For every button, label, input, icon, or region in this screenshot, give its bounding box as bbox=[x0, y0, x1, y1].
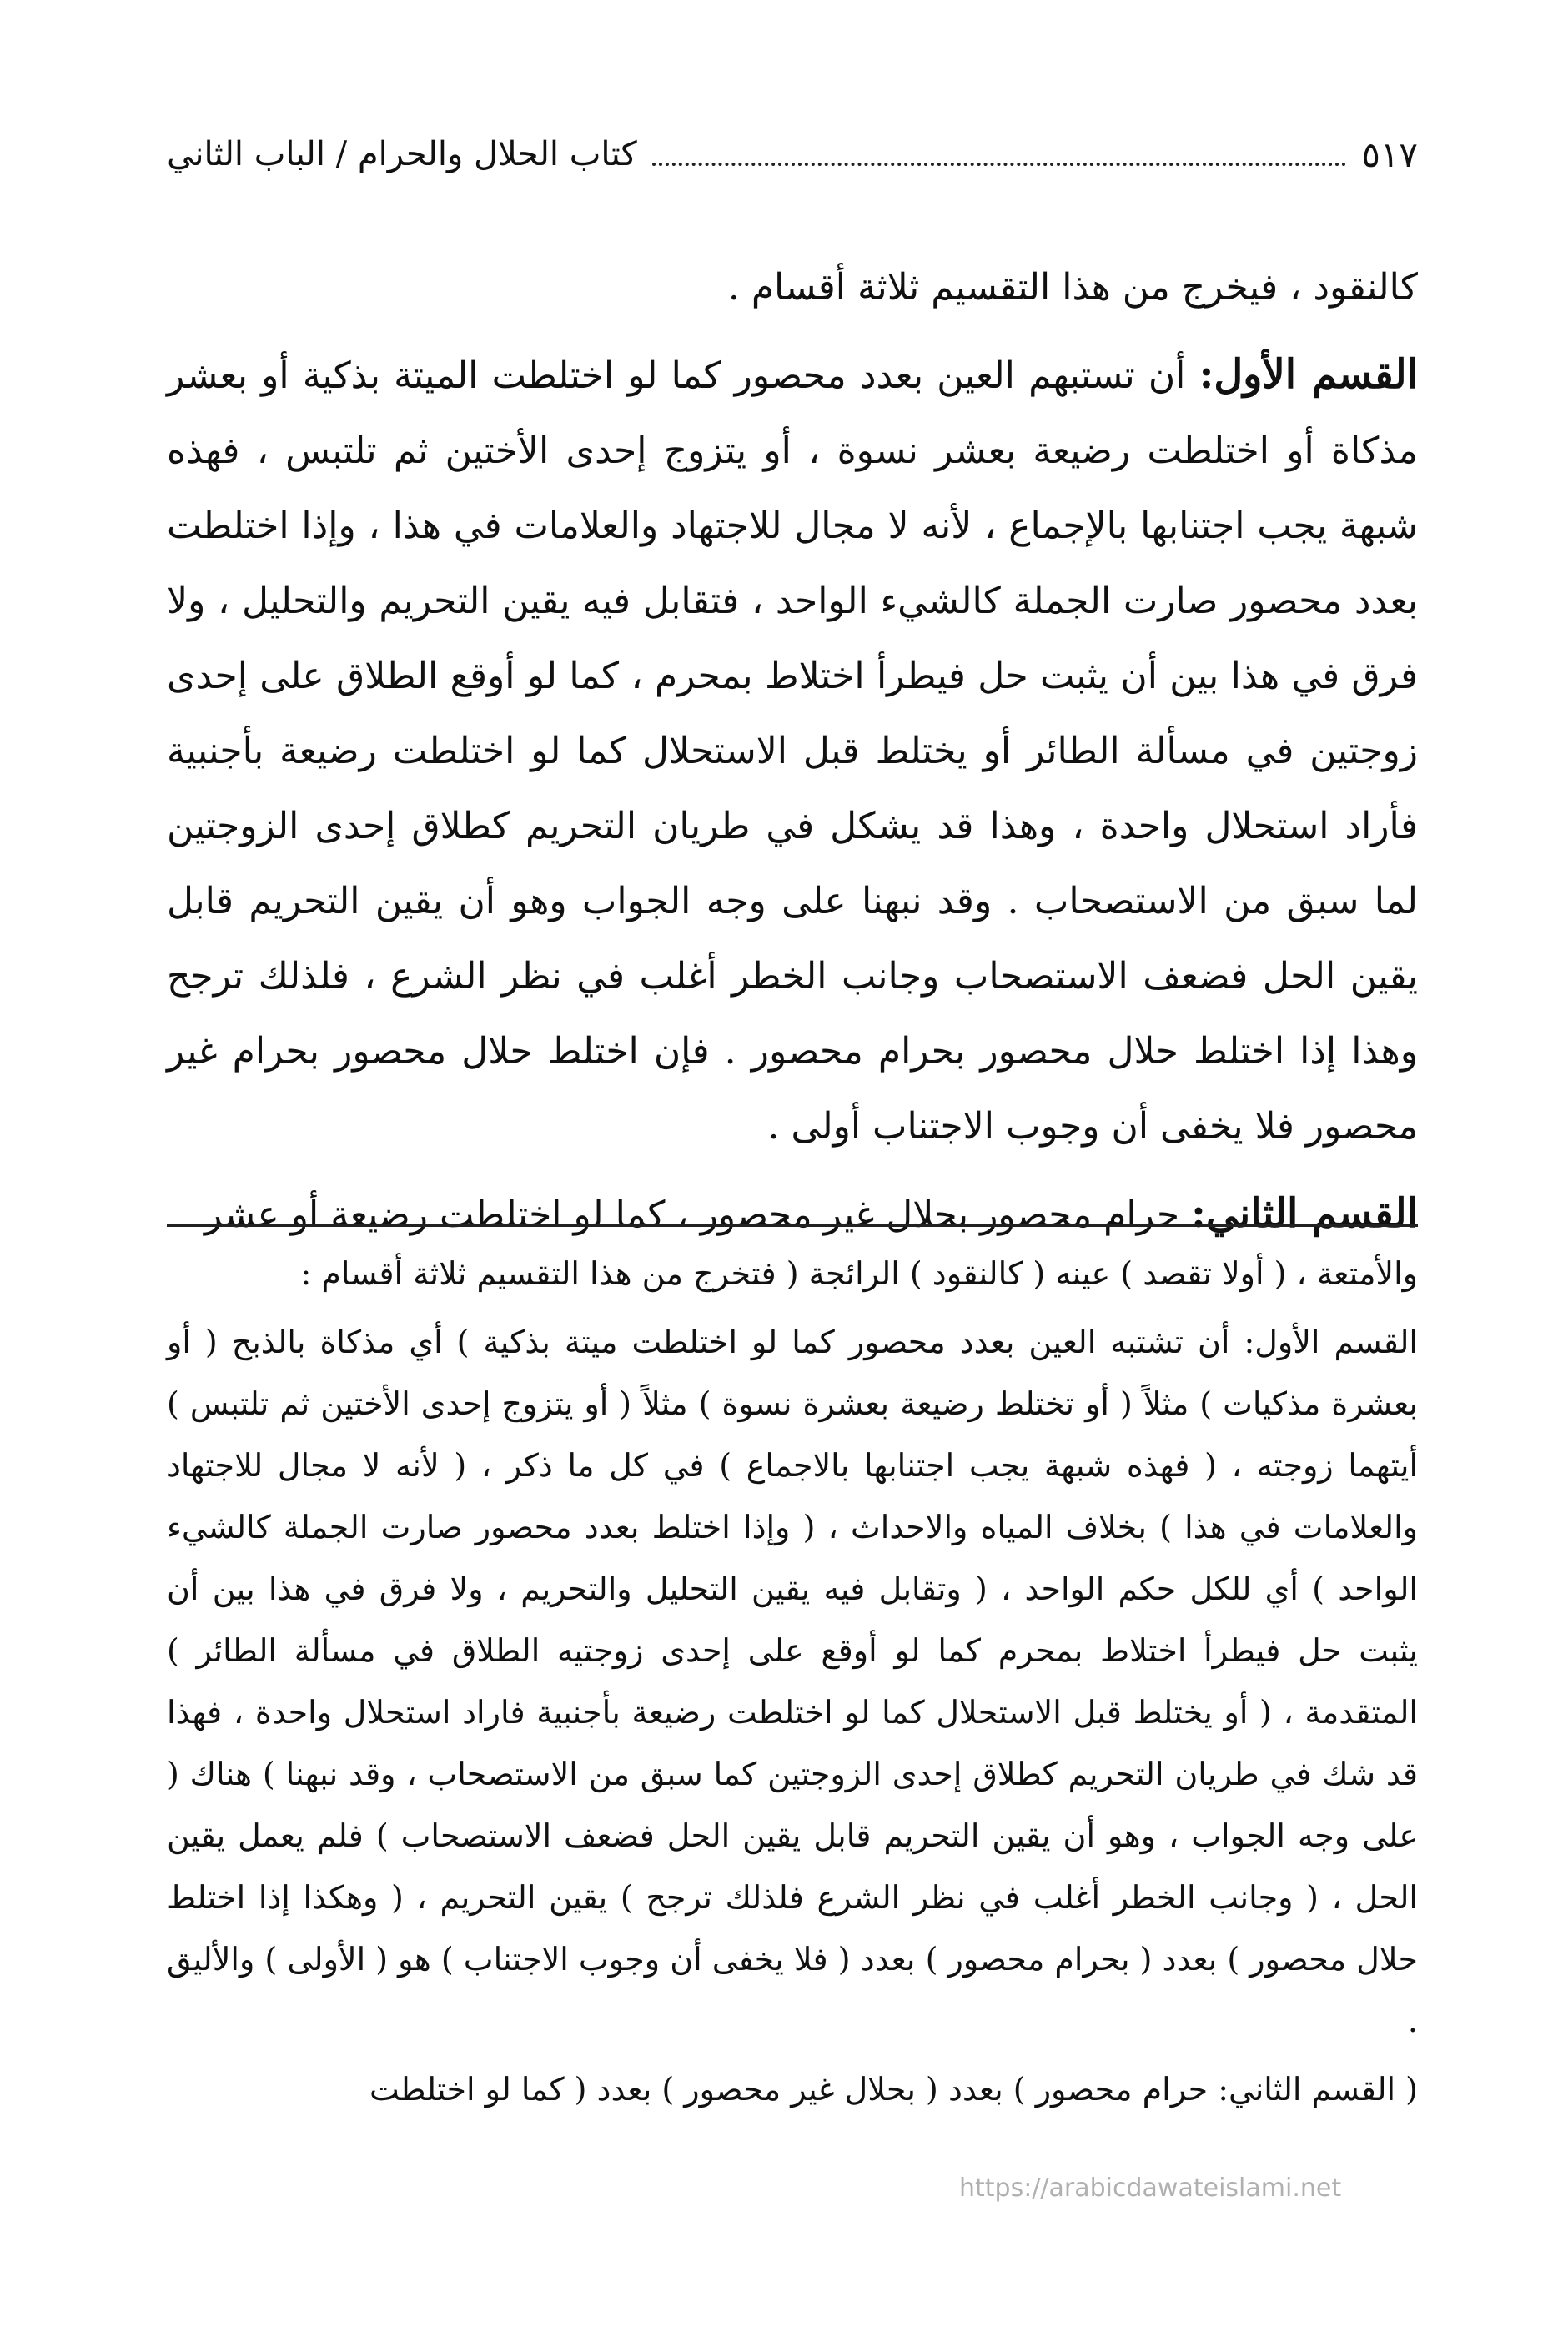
header-title: كتاب الحلال والحرام / الباب الثاني bbox=[167, 135, 637, 173]
main-paragraph-1: كالنقود ، فيخرج من هذا التقسيم ثلاثة أقسام . bbox=[727, 266, 1418, 309]
main-paragraph-3 bbox=[167, 1176, 1418, 1253]
main-paragraph-2 bbox=[167, 337, 1418, 1164]
section-heading-second: القسم الثاني: bbox=[1191, 1190, 1418, 1237]
commentary-text bbox=[167, 1243, 1418, 2127]
main-paragraph-2-text: أن تستبهم العين بعدد محصور كما لو اختلطت الميتة بذكية أو بعشر مذكاة أو اختلطت رضيعة بعشر نسوة ، أو يتزوج إحدى الأختين ثم تلتبس ، فهذه شبهة يجب اجتنابها بالإجماع ، لأنه لا مجال للاجتهاد والعلامات في هذا ، وإذا اختلطت بعدد محصور صارت الجملة كالشيء الواحد ، فتقابل فيه يقين التحريم والتحليل ، ولا فرق في هذا بين أن يثبت حل فيطرأ اختلاط بمحرم ، كما لو أوقع الطلاق على إحدى زوجتين في مسألة الطائر أو يختلط قبل الاستحلال كما لو اختلطت رضيعة بأجنبية فأراد استحلال واحدة ، وهذا قد يشكل في طريان التحريم كطلاق إحدى الزوجتين لما سبق من الاستصحاب . وقد نبهنا على وجه الجواب وهو أن يقين التحريم قابل يقين الحل فضعف الاستصحاب وجانب الخطر أغلب في نظر الشرع ، فلذلك ترجح وهذا إذا اختلط حلال محصور بحرام محصور . فإن اختلط حلال محصور بحرام غير محصور فلا يخفى أن وجوب الاجتناب أولى . bbox=[167, 354, 1418, 1148]
main-text bbox=[167, 250, 1418, 1264]
running-header bbox=[167, 125, 1418, 183]
commentary-paragraph-1: والأمتعة ، ( أولا تقصد ) عينه ( كالنقود ) الرائجة ( فتخرج من هذا التقسيم ثلاثة أقسام : bbox=[300, 1255, 1418, 1292]
page-number: ٥١٧ bbox=[1361, 133, 1418, 175]
footnote-divider bbox=[167, 1224, 1418, 1227]
watermark-url: https://arabicdawateislami.net bbox=[959, 2174, 1342, 2203]
header-dot-leader bbox=[652, 163, 1347, 166]
commentary-paragraph-3: ( القسم الثاني: حرام محصور ) بعدد ( بحلال غير محصور ) بعدد ( كما لو اختلطت bbox=[369, 2071, 1418, 2108]
section-heading-first: القسم الأول: bbox=[1199, 351, 1418, 398]
main-paragraph-3-text: حرام محصور بحلال غير محصور ، كما لو اختلطت رضيعة أو عشر bbox=[204, 1194, 1192, 1236]
commentary-paragraph-2: القسم الأول: أن تشتبه العين بعدد محصور كما لو اختلطت ميتة بذكية ) أي مذكاة بالذبح ( أو بعشرة مذكيات ) مثلاً ( أو تختلط رضيعة بعشرة نسوة ) مثلاً ( أو يتزوج إحدى الأختين ثم تلتبس ) أيتهما زوجته ، ( فهذه شبهة يجب اجتنابها بالاجماع ) في كل ما ذكر ، ( لأنه لا مجال للاجتهاد والعلامات في هذا ) بخلاف المياه والاحداث ، ( وإذا اختلط بعدد محصور صارت الجملة كالشيء الواحد ) أي للكل حكم الواحد ، ( وتقابل فيه يقين التحليل والتحريم ، ولا فرق في هذا بين أن يثبت حل فيطرأ اختلاط بمحرم كما لو أوقع على إحدى زوجتيه الطلاق في مسألة الطائر ) المتقدمة ، ( أو يختلط قبل الاستحلال كما لو اختلطت رضيعة بأجنبية فاراد استحلال واحدة ، فهذا قد شك في طريان التحريم كطلاق إحدى الزوجتين كما سبق من الاستصحاب ، وقد نبهنا ) هناك ( على وجه الجواب ، وهو أن يقين التحريم قابل يقين الحل فضعف الاستصحاب ) فلم يعمل يقين الحل ، ( وجانب الخطر أغلب في نظر الشرع فلذلك ترجح ) يقين التحريم ، ( وهكذا إذا اختلط حلال محصور ) بعدد ( بحرام محصور ) بعدد ( فلا يخفى أن وجوب الاجتناب ) هو ( الأولى ) والأليق . bbox=[167, 1324, 1418, 2039]
